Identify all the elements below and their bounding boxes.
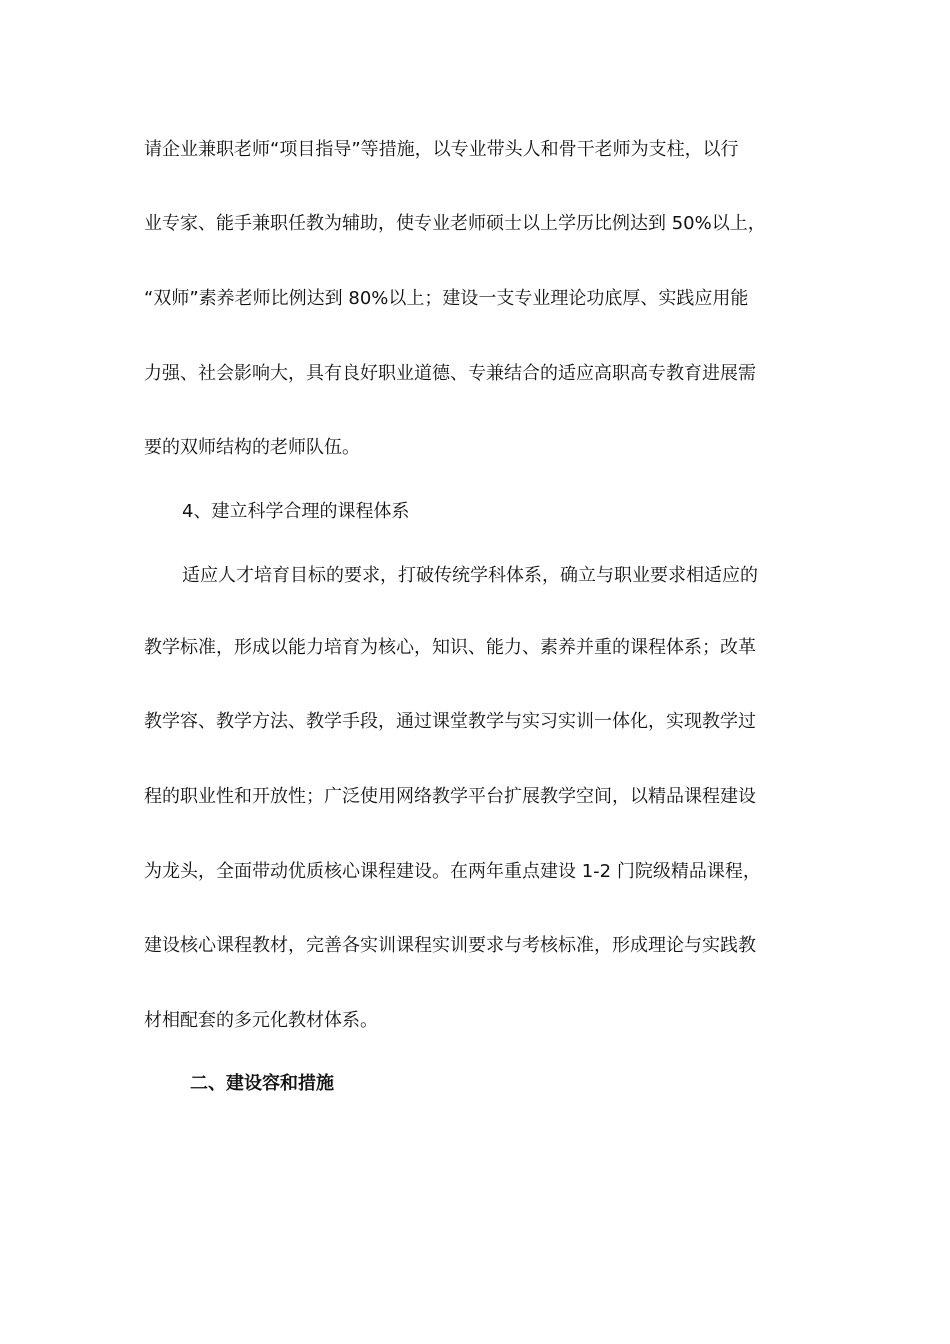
paragraph-2-line-1: 适应人才培育目标的要求，打破传统学科体系，确立与职业要求相适应的 [182,565,758,586]
subheading-4: 4、建立科学合理的课程体系 [182,501,410,522]
paragraph-2-line-2: 教学标准，形成以能力培育为核心，知识、能力、素养并重的课程体系；改革 [144,637,756,658]
paragraph-1-line-1: 请企业兼职老师“项目指导”等措施，以专业带头人和骨干老师为支柱，以行 [144,139,739,160]
section-heading: 二、建设容和措施 [190,1073,334,1094]
paragraph-1-line-3: “双师”素养老师比例达到 80%以上；建设一支专业理论功底厚、实践应用能 [144,288,749,309]
paragraph-2-line-5: 为龙头，全面带动优质核心课程建设。在两年重点建设 1-2 门院级精品课程， [144,861,761,882]
paragraph-2-line-7: 材相配套的多元化教材体系。 [144,1010,378,1031]
paragraph-2-line-6: 建设核心课程教材，完善各实训课程实训要求与考核标准，形成理论与实践教 [144,935,756,956]
paragraph-1-line-5: 要的双师结构的老师队伍。 [144,437,360,458]
paragraph-1-line-4: 力强、社会影响大，具有良好职业道德、专兼结合的适应高职高专教育进展需 [144,363,756,384]
paragraph-2-line-4: 程的职业性和开放性；广泛使用网络教学平台扩展教学空间，以精品课程建设 [144,786,756,807]
paragraph-2-line-3: 教学容、教学方法、教学手段，通过课堂教学与实习实训一体化，实现教学过 [144,711,756,732]
paragraph-1-line-2: 业专家、能手兼职任教为辅助，使专业老师硕士以上学历比例达到 50%以上， [144,213,766,234]
